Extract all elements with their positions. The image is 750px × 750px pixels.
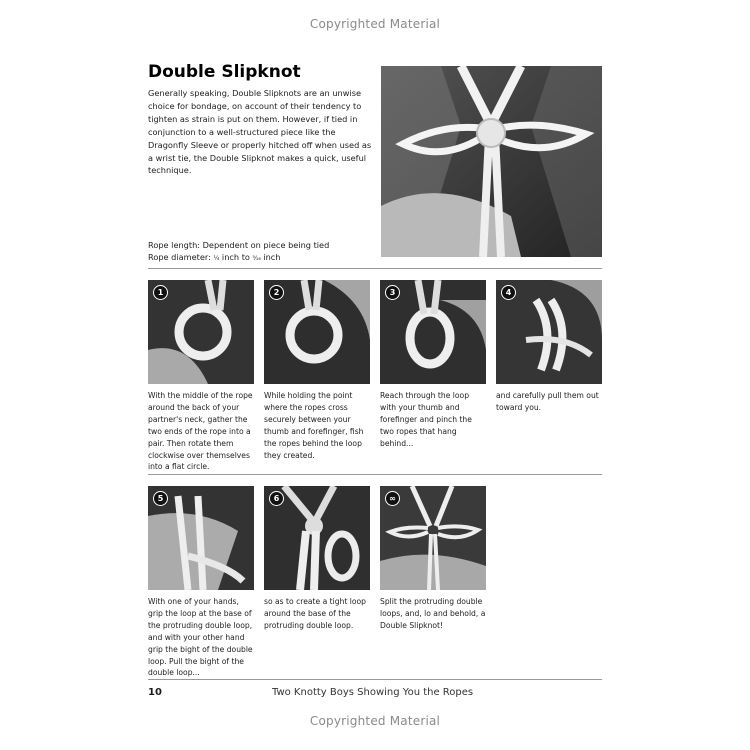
copyright-header: Copyrighted Material — [309, 17, 441, 31]
step-6 — [264, 486, 370, 632]
running-title: Two Knotty Boys Showing You the Ropes — [272, 687, 474, 698]
step-final — [380, 486, 486, 632]
step-6-badge: 6 — [269, 491, 284, 506]
step-3-photo — [380, 280, 486, 384]
step-5-photo — [148, 486, 254, 590]
rope-specs — [148, 239, 329, 265]
step-3-caption: Reach through the loop with your thumb and forefinger and pinch the two ropes that hang behind... — [380, 391, 472, 448]
step-3 — [380, 280, 486, 450]
step-2 — [264, 280, 370, 461]
rope-diameter — [148, 251, 329, 265]
rope-diameter-label: Rope diameter: — [148, 252, 214, 262]
section-title: Double Slipknot — [148, 62, 301, 82]
rope-diameter-to: inch to — [219, 252, 253, 262]
copyright-footer: Copyrighted Material — [309, 714, 441, 728]
intro-paragraph: Generally speaking, Double Slipknots are an unwise choice for bondage, on account of their tendency to tighten as strain is put on them. However, if tied in conjunction to a well-structured piece like the Dragonfly Sleeve or properly hitched off when used as a wrist tie, the Double Slipknot makes a quick, useful technique. — [148, 88, 372, 176]
step-final-photo — [380, 486, 486, 590]
hero-photo — [381, 66, 602, 257]
page-number: 10 — [148, 687, 162, 698]
step-3-badge: 3 — [385, 285, 400, 300]
step-4-caption: and carefully pull them out toward you. — [496, 391, 599, 412]
rope-diameter-max: ⁵⁄₁₆ — [252, 255, 261, 262]
footer-rule — [148, 679, 602, 680]
step-4-photo — [496, 280, 602, 384]
section-divider — [148, 268, 602, 269]
step-4 — [496, 280, 602, 414]
step-4-badge: 4 — [501, 285, 516, 300]
step-5-caption: With one of your hands, grip the loop at the base of the protruding double loop, and with your other hand grip the bight of the double loop. Pull the bight of the double loop... — [148, 597, 253, 678]
step-final-badge: ∞ — [385, 491, 400, 506]
step-5-badge: 5 — [153, 491, 168, 506]
step-2-caption: While holding the point where the ropes cross securely between your thumb and forefinger, fish the ropes behind the loop they created. — [264, 391, 364, 460]
step-2-photo — [264, 280, 370, 384]
rope-length: Rope length: Dependent on piece being tied — [148, 240, 330, 250]
step-2-badge: 2 — [269, 285, 284, 300]
step-1-badge: 1 — [153, 285, 168, 300]
step-1-photo — [148, 280, 254, 384]
step-6-photo — [264, 486, 370, 590]
step-6-caption: so as to create a tight loop around the base of the protruding double loop. — [264, 597, 366, 630]
step-final-caption: Split the protruding double loops, and, lo and behold, a Double Slipknot! — [380, 597, 486, 630]
step-1 — [148, 280, 254, 473]
rope-diameter-min: ¼ — [213, 255, 220, 262]
step-1-caption: With the middle of the rope around the back of your partner's neck, gather the two ends of the rope into a pair. Then rotate them clockwise over themselves into a flat circle. — [148, 391, 253, 472]
step-5 — [148, 486, 254, 679]
row-divider — [148, 474, 602, 475]
rope-diameter-unit: inch — [260, 252, 281, 262]
